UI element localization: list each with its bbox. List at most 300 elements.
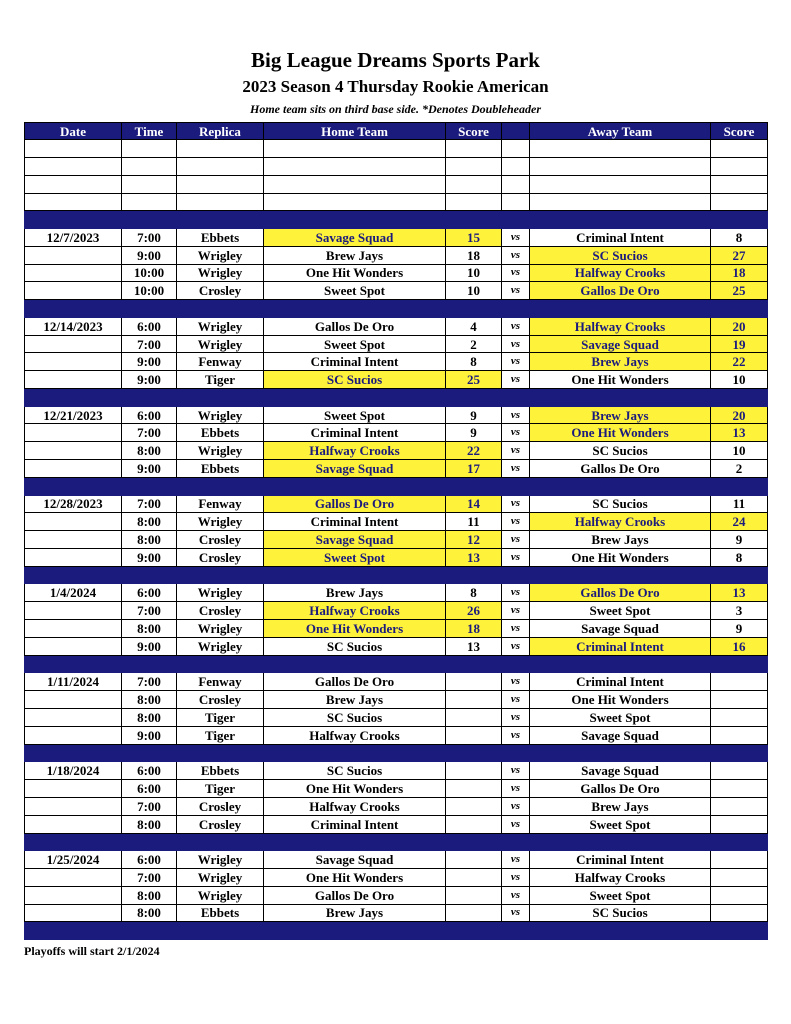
away-score-cell: 22	[711, 353, 768, 371]
date-cell	[25, 424, 122, 442]
vs-cell: vs	[502, 797, 530, 815]
blank-cell	[446, 193, 502, 211]
column-header-away-team: Away Team	[530, 123, 711, 140]
date-cell	[25, 549, 122, 567]
week-separator-row	[25, 389, 768, 407]
blank-cell	[122, 175, 177, 193]
blank-cell	[711, 140, 768, 158]
week-separator-row	[25, 300, 768, 318]
home-team-cell: Brew Jays	[264, 904, 446, 922]
home-score-cell	[446, 779, 502, 797]
replica-cell: Ebbets	[177, 228, 264, 246]
separator-cell	[530, 566, 711, 584]
replica-cell: Crosley	[177, 797, 264, 815]
replica-cell: Tiger	[177, 371, 264, 389]
date-cell	[25, 442, 122, 460]
vs-cell: vs	[502, 815, 530, 833]
separator-cell	[264, 833, 446, 851]
time-cell: 8:00	[122, 904, 177, 922]
blank-cell	[711, 193, 768, 211]
home-score-cell: 18	[446, 246, 502, 264]
away-score-cell: 11	[711, 495, 768, 513]
home-team-cell: Criminal Intent	[264, 424, 446, 442]
home-score-cell: 22	[446, 442, 502, 460]
time-cell: 7:00	[122, 495, 177, 513]
blank-cell	[711, 175, 768, 193]
separator-cell	[530, 655, 711, 673]
home-team-cell: Brew Jays	[264, 246, 446, 264]
away-team-cell: Halfway Crooks	[530, 264, 711, 282]
table-row	[25, 673, 768, 691]
vs-cell: vs	[502, 779, 530, 797]
home-team-cell: SC Sucios	[264, 708, 446, 726]
vs-cell: vs	[502, 282, 530, 300]
home-team-cell: Savage Squad	[264, 228, 446, 246]
separator-cell	[122, 300, 177, 318]
date-cell	[25, 779, 122, 797]
separator-cell	[530, 833, 711, 851]
replica-cell: Wrigley	[177, 868, 264, 886]
time-cell: 6:00	[122, 584, 177, 602]
home-score-cell: 17	[446, 460, 502, 478]
away-team-cell: One Hit Wonders	[530, 424, 711, 442]
separator-cell	[446, 566, 502, 584]
separator-cell	[177, 744, 264, 762]
date-cell: 12/21/2023	[25, 406, 122, 424]
blank-cell	[446, 140, 502, 158]
replica-cell: Ebbets	[177, 762, 264, 780]
date-cell: 12/7/2023	[25, 228, 122, 246]
time-cell: 9:00	[122, 353, 177, 371]
replica-cell: Fenway	[177, 353, 264, 371]
date-cell: 1/11/2024	[25, 673, 122, 691]
week-separator-row	[25, 744, 768, 762]
column-header-home-score: Score	[446, 123, 502, 140]
table-row	[25, 513, 768, 531]
time-cell: 9:00	[122, 371, 177, 389]
home-team-cell: SC Sucios	[264, 371, 446, 389]
home-score-cell: 11	[446, 513, 502, 531]
time-cell: 9:00	[122, 246, 177, 264]
home-team-cell: Savage Squad	[264, 460, 446, 478]
separator-cell	[711, 211, 768, 229]
home-team-cell: Halfway Crooks	[264, 797, 446, 815]
vs-cell: vs	[502, 495, 530, 513]
time-cell: 9:00	[122, 460, 177, 478]
separator-cell	[502, 744, 530, 762]
table-row	[25, 264, 768, 282]
away-team-cell: Sweet Spot	[530, 886, 711, 904]
vs-cell: vs	[502, 673, 530, 691]
blank-cell	[25, 157, 122, 175]
column-header-time: Time	[122, 123, 177, 140]
separator-cell	[177, 211, 264, 229]
vs-cell: vs	[502, 531, 530, 549]
table-row	[25, 851, 768, 869]
separator-cell	[264, 655, 446, 673]
separator-cell	[502, 833, 530, 851]
away-score-cell	[711, 762, 768, 780]
home-score-cell	[446, 868, 502, 886]
home-score-cell: 9	[446, 424, 502, 442]
table-row	[25, 708, 768, 726]
separator-cell	[446, 389, 502, 407]
separator-cell	[25, 566, 122, 584]
away-score-cell	[711, 904, 768, 922]
vs-cell: vs	[502, 460, 530, 478]
home-score-cell: 8	[446, 353, 502, 371]
column-header-vs	[502, 123, 530, 140]
separator-cell	[264, 300, 446, 318]
replica-cell: Fenway	[177, 495, 264, 513]
separator-cell	[25, 744, 122, 762]
vs-cell: vs	[502, 228, 530, 246]
away-team-cell: Gallos De Oro	[530, 460, 711, 478]
separator-cell	[446, 922, 502, 940]
away-score-cell: 9	[711, 531, 768, 549]
time-cell: 9:00	[122, 726, 177, 744]
away-team-cell: SC Sucios	[530, 904, 711, 922]
schedule-body	[25, 140, 768, 940]
time-cell: 6:00	[122, 762, 177, 780]
time-cell: 6:00	[122, 779, 177, 797]
column-header-replica: Replica	[177, 123, 264, 140]
separator-cell	[177, 655, 264, 673]
separator-cell	[502, 478, 530, 496]
date-cell	[25, 602, 122, 620]
away-score-cell: 3	[711, 602, 768, 620]
away-score-cell: 8	[711, 228, 768, 246]
table-row	[25, 815, 768, 833]
separator-cell	[264, 566, 446, 584]
blank-row	[25, 193, 768, 211]
vs-cell: vs	[502, 584, 530, 602]
away-score-cell: 20	[711, 317, 768, 335]
blank-cell	[502, 140, 530, 158]
time-cell: 8:00	[122, 886, 177, 904]
vs-cell: vs	[502, 406, 530, 424]
date-cell	[25, 513, 122, 531]
away-team-cell: Criminal Intent	[530, 637, 711, 655]
separator-cell	[446, 655, 502, 673]
table-row	[25, 726, 768, 744]
date-cell	[25, 335, 122, 353]
home-team-cell: One Hit Wonders	[264, 264, 446, 282]
home-score-cell	[446, 726, 502, 744]
away-team-cell: SC Sucios	[530, 246, 711, 264]
table-row	[25, 282, 768, 300]
separator-cell	[502, 211, 530, 229]
separator-cell	[264, 922, 446, 940]
vs-cell: vs	[502, 904, 530, 922]
home-team-cell: Sweet Spot	[264, 406, 446, 424]
away-score-cell: 25	[711, 282, 768, 300]
table-header-row	[25, 123, 768, 140]
away-team-cell: Gallos De Oro	[530, 779, 711, 797]
separator-cell	[711, 655, 768, 673]
date-cell: 1/4/2024	[25, 584, 122, 602]
vs-cell: vs	[502, 335, 530, 353]
separator-cell	[711, 744, 768, 762]
away-score-cell	[711, 886, 768, 904]
away-team-cell: Savage Squad	[530, 762, 711, 780]
playoffs-note: Playoffs will start 2/1/2024	[24, 944, 160, 958]
home-score-cell: 10	[446, 282, 502, 300]
blank-cell	[25, 193, 122, 211]
date-cell	[25, 353, 122, 371]
away-team-cell: One Hit Wonders	[530, 549, 711, 567]
separator-cell	[530, 211, 711, 229]
time-cell: 8:00	[122, 691, 177, 709]
away-score-cell	[711, 851, 768, 869]
separator-cell	[177, 300, 264, 318]
away-score-cell	[711, 797, 768, 815]
date-cell	[25, 868, 122, 886]
home-team-cell: One Hit Wonders	[264, 868, 446, 886]
separator-cell	[502, 922, 530, 940]
time-cell: 8:00	[122, 513, 177, 531]
home-score-cell	[446, 673, 502, 691]
home-team-cell: Savage Squad	[264, 851, 446, 869]
blank-cell	[502, 193, 530, 211]
separator-cell	[122, 389, 177, 407]
table-row	[25, 424, 768, 442]
separator-cell	[446, 744, 502, 762]
date-cell	[25, 726, 122, 744]
blank-cell	[122, 140, 177, 158]
separator-cell	[25, 300, 122, 318]
away-team-cell: Criminal Intent	[530, 851, 711, 869]
date-cell	[25, 531, 122, 549]
table-row	[25, 584, 768, 602]
separator-cell	[530, 300, 711, 318]
date-cell	[25, 264, 122, 282]
home-team-cell: One Hit Wonders	[264, 620, 446, 638]
column-header-away-score: Score	[711, 123, 768, 140]
home-team-cell: Gallos De Oro	[264, 495, 446, 513]
separator-cell	[25, 211, 122, 229]
separator-cell	[177, 389, 264, 407]
separator-cell	[711, 922, 768, 940]
away-team-cell: Brew Jays	[530, 353, 711, 371]
vs-cell: vs	[502, 637, 530, 655]
table-row	[25, 442, 768, 460]
separator-cell	[177, 478, 264, 496]
replica-cell: Ebbets	[177, 460, 264, 478]
home-score-cell	[446, 708, 502, 726]
schedule-note: Home team sits on third base side. *Denotes Doubleheader	[250, 102, 541, 116]
away-score-cell: 16	[711, 637, 768, 655]
time-cell: 6:00	[122, 406, 177, 424]
away-score-cell: 20	[711, 406, 768, 424]
separator-cell	[177, 833, 264, 851]
replica-cell: Wrigley	[177, 406, 264, 424]
home-score-cell: 18	[446, 620, 502, 638]
vs-cell: vs	[502, 371, 530, 389]
home-score-cell	[446, 904, 502, 922]
separator-cell	[711, 833, 768, 851]
blank-cell	[446, 175, 502, 193]
vs-cell: vs	[502, 424, 530, 442]
table-row	[25, 317, 768, 335]
replica-cell: Tiger	[177, 726, 264, 744]
separator-cell	[122, 655, 177, 673]
away-team-cell: Halfway Crooks	[530, 317, 711, 335]
blank-cell	[502, 175, 530, 193]
date-cell	[25, 460, 122, 478]
blank-row	[25, 140, 768, 158]
replica-cell: Wrigley	[177, 513, 264, 531]
away-team-cell: SC Sucios	[530, 442, 711, 460]
replica-cell: Wrigley	[177, 335, 264, 353]
table-row	[25, 602, 768, 620]
separator-cell	[25, 389, 122, 407]
replica-cell: Crosley	[177, 691, 264, 709]
replica-cell: Crosley	[177, 282, 264, 300]
week-separator-row	[25, 566, 768, 584]
time-cell: 10:00	[122, 264, 177, 282]
separator-cell	[530, 744, 711, 762]
separator-cell	[122, 211, 177, 229]
home-team-cell: Gallos De Oro	[264, 673, 446, 691]
blank-cell	[530, 140, 711, 158]
home-score-cell: 4	[446, 317, 502, 335]
week-separator-row	[25, 922, 768, 940]
blank-cell	[264, 193, 446, 211]
home-team-cell: Halfway Crooks	[264, 442, 446, 460]
replica-cell: Wrigley	[177, 442, 264, 460]
separator-cell	[530, 922, 711, 940]
separator-cell	[25, 478, 122, 496]
away-score-cell: 10	[711, 371, 768, 389]
home-score-cell: 8	[446, 584, 502, 602]
replica-cell: Crosley	[177, 531, 264, 549]
separator-cell	[530, 478, 711, 496]
time-cell: 7:00	[122, 424, 177, 442]
blank-cell	[530, 175, 711, 193]
separator-cell	[502, 389, 530, 407]
blank-cell	[264, 140, 446, 158]
date-cell	[25, 797, 122, 815]
table-row	[25, 406, 768, 424]
separator-cell	[25, 655, 122, 673]
schedule-table	[24, 122, 768, 940]
table-row	[25, 460, 768, 478]
time-cell: 8:00	[122, 708, 177, 726]
vs-cell: vs	[502, 762, 530, 780]
away-score-cell	[711, 673, 768, 691]
away-team-cell: Gallos De Oro	[530, 584, 711, 602]
table-row	[25, 637, 768, 655]
season-subtitle: 2023 Season 4 Thursday Rookie American	[242, 77, 549, 96]
home-team-cell: Gallos De Oro	[264, 317, 446, 335]
home-team-cell: Sweet Spot	[264, 549, 446, 567]
date-cell	[25, 691, 122, 709]
away-score-cell	[711, 779, 768, 797]
blank-cell	[177, 193, 264, 211]
vs-cell: vs	[502, 602, 530, 620]
home-team-cell: Sweet Spot	[264, 335, 446, 353]
table-row	[25, 371, 768, 389]
separator-cell	[177, 922, 264, 940]
away-score-cell	[711, 708, 768, 726]
blank-cell	[264, 175, 446, 193]
week-separator-row	[25, 478, 768, 496]
blank-cell	[177, 140, 264, 158]
vs-cell: vs	[502, 726, 530, 744]
separator-cell	[711, 300, 768, 318]
separator-cell	[264, 478, 446, 496]
away-score-cell: 27	[711, 246, 768, 264]
table-row	[25, 886, 768, 904]
away-score-cell	[711, 815, 768, 833]
away-team-cell: Halfway Crooks	[530, 513, 711, 531]
table-row	[25, 797, 768, 815]
away-score-cell: 8	[711, 549, 768, 567]
blank-cell	[122, 193, 177, 211]
replica-cell: Ebbets	[177, 904, 264, 922]
blank-cell	[446, 157, 502, 175]
time-cell: 8:00	[122, 442, 177, 460]
table-row	[25, 335, 768, 353]
away-team-cell: Halfway Crooks	[530, 868, 711, 886]
replica-cell: Wrigley	[177, 620, 264, 638]
home-team-cell: Sweet Spot	[264, 282, 446, 300]
blank-cell	[502, 157, 530, 175]
table-row	[25, 495, 768, 513]
time-cell: 8:00	[122, 815, 177, 833]
home-score-cell: 15	[446, 228, 502, 246]
table-row	[25, 549, 768, 567]
home-team-cell: Halfway Crooks	[264, 602, 446, 620]
time-cell: 7:00	[122, 335, 177, 353]
away-team-cell: Brew Jays	[530, 406, 711, 424]
away-team-cell: Savage Squad	[530, 620, 711, 638]
blank-cell	[177, 175, 264, 193]
home-team-cell: SC Sucios	[264, 637, 446, 655]
date-cell	[25, 637, 122, 655]
separator-cell	[711, 389, 768, 407]
time-cell: 6:00	[122, 851, 177, 869]
home-team-cell: Criminal Intent	[264, 353, 446, 371]
time-cell: 9:00	[122, 549, 177, 567]
separator-cell	[122, 478, 177, 496]
home-score-cell: 25	[446, 371, 502, 389]
date-cell: 12/14/2023	[25, 317, 122, 335]
separator-cell	[502, 566, 530, 584]
home-score-cell: 14	[446, 495, 502, 513]
vs-cell: vs	[502, 620, 530, 638]
home-score-cell: 26	[446, 602, 502, 620]
away-team-cell: Criminal Intent	[530, 673, 711, 691]
away-team-cell: Savage Squad	[530, 335, 711, 353]
replica-cell: Ebbets	[177, 424, 264, 442]
week-separator-row	[25, 833, 768, 851]
away-score-cell: 9	[711, 620, 768, 638]
separator-cell	[264, 744, 446, 762]
separator-cell	[25, 833, 122, 851]
replica-cell: Wrigley	[177, 246, 264, 264]
separator-cell	[446, 300, 502, 318]
replica-cell: Crosley	[177, 815, 264, 833]
home-score-cell	[446, 691, 502, 709]
home-score-cell: 2	[446, 335, 502, 353]
table-row	[25, 228, 768, 246]
away-score-cell: 24	[711, 513, 768, 531]
separator-cell	[446, 833, 502, 851]
away-team-cell: Sweet Spot	[530, 815, 711, 833]
blank-cell	[25, 175, 122, 193]
